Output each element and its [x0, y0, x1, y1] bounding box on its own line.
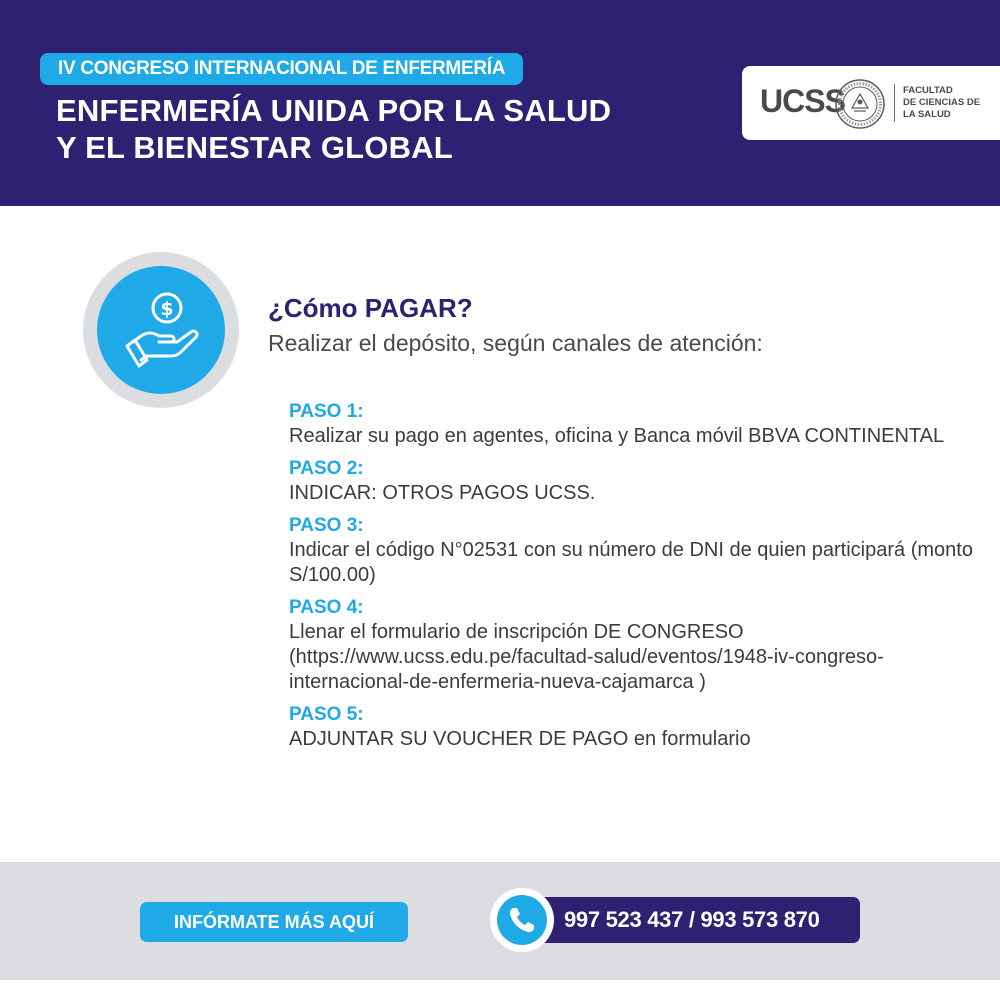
step-label: PASO 3:	[289, 515, 364, 536]
page-title	[56, 92, 676, 166]
step-text: Realizar su pago en agentes, oficina y Banca móvil BBVA CONTINENTAL	[289, 425, 945, 447]
logo-wordmark: UCSS	[760, 83, 845, 119]
hand-coin-icon	[97, 266, 225, 394]
step-text: ADJUNTAR SU VOUCHER DE PAGO en formulario	[289, 728, 751, 750]
step-1	[289, 400, 979, 449]
title-line-2: Y EL BIENESTAR GLOBAL	[56, 130, 453, 165]
phone-badge	[490, 888, 554, 952]
svg-text:$: $	[160, 298, 174, 320]
step-3	[289, 514, 979, 588]
step-label: PASO 4:	[289, 597, 364, 618]
phone-numbers-text: 997 523 437 / 993 573 870	[564, 907, 820, 932]
payment-icon-badge	[83, 252, 239, 408]
step-4	[289, 596, 979, 695]
step-2	[289, 457, 979, 506]
step-label: PASO 2:	[289, 458, 364, 479]
payment-steps	[289, 400, 979, 760]
step-text: Indicar el código N°02531 con su número de DNI de quien participará (monto S/100.00)	[289, 539, 973, 586]
step-5	[289, 703, 979, 752]
section-title: ¿Cómo PAGAR?	[268, 293, 473, 323]
title-line-1: ENFERMERÍA UNIDA POR LA SALUD	[56, 93, 612, 128]
ucss-logo	[742, 66, 1000, 140]
phone-icon	[497, 895, 547, 945]
event-label: IV CONGRESO INTERNACIONAL DE ENFERMERÍA	[40, 53, 523, 85]
faculty-name: FACULTAD DE CIENCIAS DE LA SALUD	[903, 85, 981, 120]
phone-numbers[interactable]	[520, 897, 860, 943]
step-text: Llenar el formulario de inscripción DE CONGRESO (https://www.ucss.edu.pe/facultad-salud/eventos/1948-iv-congreso-internacional-de-enfermeria-nueva-cajamarca )	[289, 621, 884, 693]
step-text: INDICAR: OTROS PAGOS UCSS.	[289, 482, 596, 504]
section-subtitle: Realizar el depósito, según canales de atención:	[268, 330, 763, 356]
logo-divider	[894, 84, 895, 122]
more-info-button[interactable]: INFÓRMATE MÁS AQUÍ	[140, 902, 408, 942]
university-seal-icon	[834, 78, 886, 130]
step-label: PASO 5:	[289, 704, 364, 725]
step-label: PASO 1:	[289, 401, 364, 422]
